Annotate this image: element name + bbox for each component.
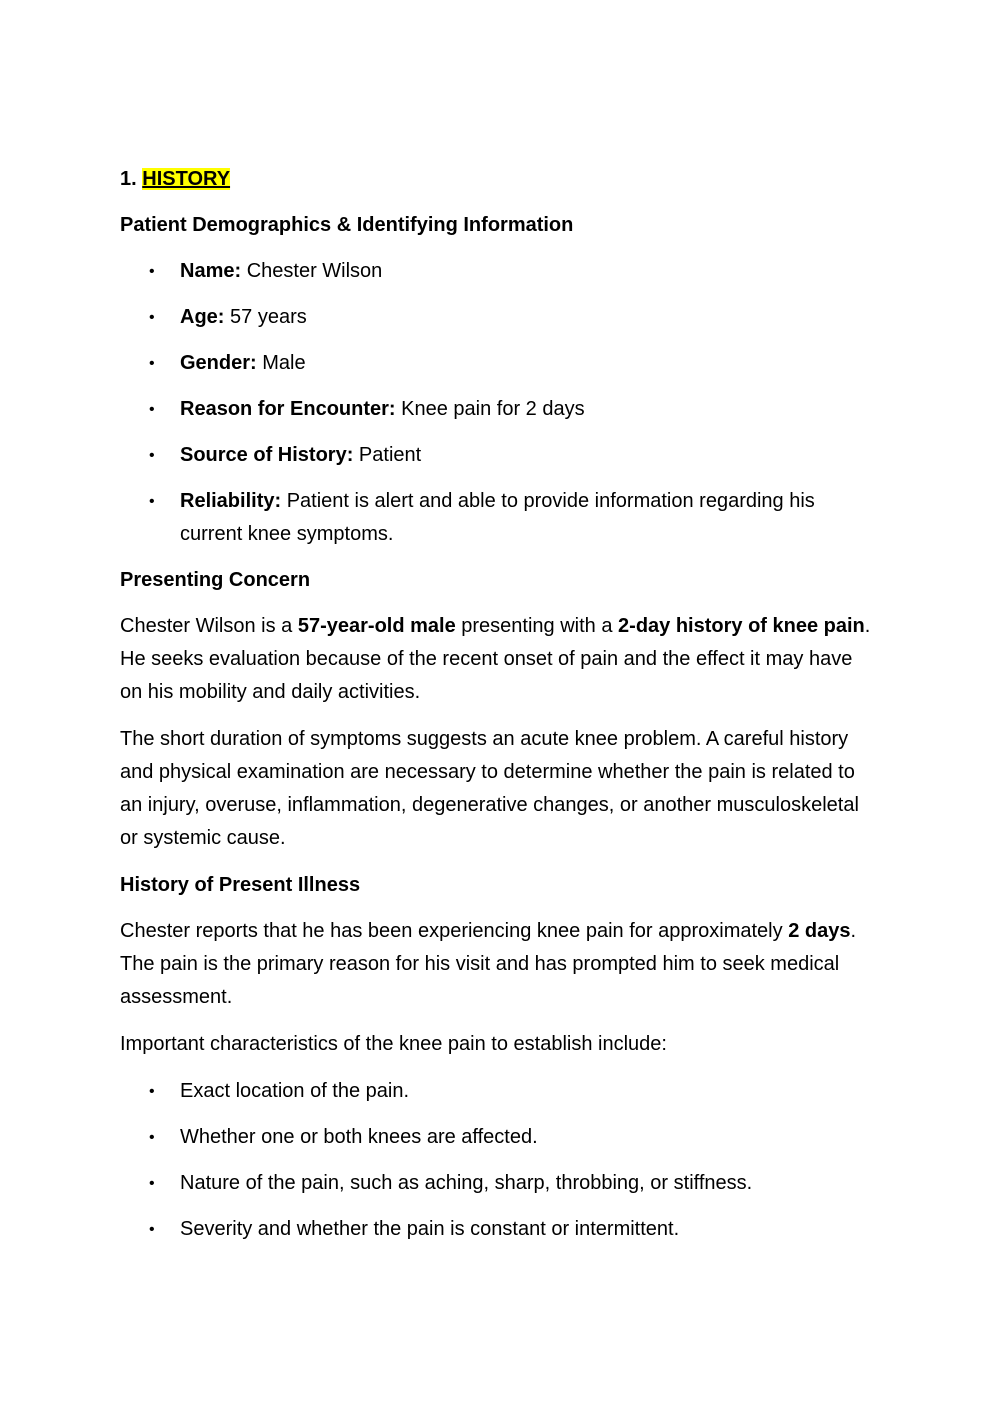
item-value: Patient is alert and able to provide information regarding his current knee symptoms. xyxy=(180,490,815,545)
bold-run: 57-year-old male xyxy=(297,615,456,637)
presenting-concern-paragraph-1 xyxy=(120,610,880,709)
item-value: Patient xyxy=(358,444,422,466)
hpi-paragraph-1 xyxy=(120,915,880,1014)
section-heading xyxy=(120,163,880,196)
demographics-list xyxy=(120,255,880,551)
list-item-reason xyxy=(120,393,880,426)
section-title: HISTORY xyxy=(142,168,231,190)
hpi-heading: History of Present Illness xyxy=(120,874,361,896)
presenting-concern-heading: Presenting Concern xyxy=(120,569,311,591)
bold-run: 2-day history of knee pain xyxy=(618,615,865,637)
item-text: Whether one or both knees are affected. xyxy=(180,1126,538,1148)
bullet: • xyxy=(149,263,155,280)
hpi-characteristics-list xyxy=(120,1075,880,1246)
item-label: Age: xyxy=(180,306,225,328)
text-run: . The pain is the primary reason for his visit and has prompted him to seek medical assessment. xyxy=(120,920,857,1008)
item-label: Reason for Encounter: xyxy=(180,398,396,420)
list-item-gender xyxy=(120,347,880,380)
bullet: • xyxy=(149,447,155,464)
text-run: . He seeks evaluation because of the recent onset of pain and the effect it may have on his mobility and daily activities. xyxy=(120,615,871,703)
bullet: • xyxy=(149,1221,155,1238)
text-run: Chester reports that he has been experiencing knee pain for approximately xyxy=(120,920,789,942)
bold-run: 2 days xyxy=(788,920,851,942)
list-item-reliability xyxy=(120,485,880,551)
section-number: 1. xyxy=(120,168,137,190)
list-item xyxy=(120,1167,880,1200)
bullet: • xyxy=(149,401,155,418)
text-run: Chester Wilson is a xyxy=(120,615,298,637)
hpi-paragraph-2: Important characteristics of the knee pain to establish include: xyxy=(120,1033,667,1055)
item-text: Severity and whether the pain is constant or intermittent. xyxy=(180,1218,680,1240)
bullet: • xyxy=(149,493,155,510)
item-value: Knee pain for 2 days xyxy=(401,398,585,420)
bullet: • xyxy=(149,355,155,372)
item-value: Chester Wilson xyxy=(246,260,383,282)
item-value: Male xyxy=(262,352,306,374)
list-item xyxy=(120,1075,880,1108)
bullet: • xyxy=(149,1129,155,1146)
item-label: Name: xyxy=(180,260,242,282)
text-run: presenting with a xyxy=(455,615,619,637)
demographics-heading: Patient Demographics & Identifying Information xyxy=(120,214,574,236)
list-item xyxy=(120,1121,880,1154)
item-text: Exact location of the pain. xyxy=(180,1080,410,1102)
bullet: • xyxy=(149,309,155,326)
bullet: • xyxy=(149,1083,155,1100)
list-item xyxy=(120,1213,880,1246)
list-item-age xyxy=(120,301,880,334)
list-item-name xyxy=(120,255,880,288)
presenting-concern-paragraph-2: The short duration of symptoms suggests an acute knee problem. A careful history and physical examination are necessary to determine whether the pain is related to an injury, overuse, inflammation, degenerative changes, or another musculoskeletal or systemic cause. xyxy=(120,728,859,849)
item-text: Nature of the pain, such as aching, sharp, throbbing, or stiffness. xyxy=(180,1172,753,1194)
document-page xyxy=(120,163,880,1259)
item-label: Source of History: xyxy=(180,444,354,466)
list-item-source xyxy=(120,439,880,472)
item-label: Gender: xyxy=(180,352,257,374)
item-label: Reliability: xyxy=(180,490,282,512)
bullet: • xyxy=(149,1175,155,1192)
item-value: 57 years xyxy=(230,306,307,328)
